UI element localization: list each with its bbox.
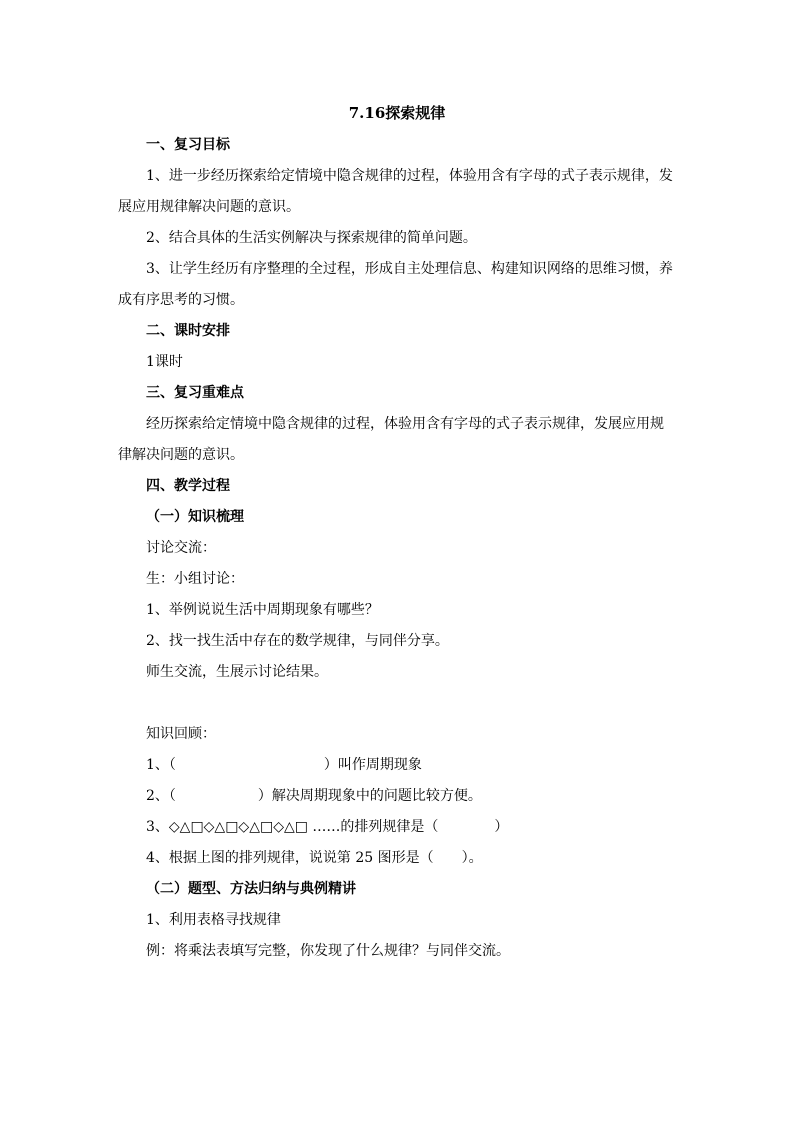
paragraph-key-points: 经历探索给定情境中隐含规律的过程，体验用含有字母的式子表示规律，发展应用规律解决问题的意识。	[118, 416, 664, 463]
fill-blank-1-start: 1、（	[146, 757, 176, 773]
line-question-1: 1、举例说说生活中周期现象有哪些？	[146, 602, 379, 618]
section-heading-schedule: 二、课时安排	[146, 323, 230, 339]
paragraph-schedule: 1课时	[146, 354, 183, 370]
fill-blank-1	[118, 750, 676, 781]
page-title: 7.16探索规律	[348, 104, 446, 122]
subsection-heading-examples: （二）题型、方法归纳与典例精讲	[146, 881, 356, 897]
fill-blank-3	[118, 812, 676, 843]
line-question-2: 2、找一找生活中存在的数学规律，与同伴分享。	[146, 633, 449, 649]
fill-blank-3-end: ）	[494, 819, 509, 835]
paragraph-goal-2: 2、结合具体的生活实例解决与探索规律的简单问题。	[146, 230, 477, 246]
line-group-discussion: 生：小组讨论：	[146, 571, 244, 587]
paragraph-goal-3: 3、让学生经历有序整理的全过程，形成自主处理信息、构建知识网络的思维习惯，养成有序思考的习惯。	[118, 261, 673, 308]
line-review-label: 知识回顾：	[146, 726, 216, 742]
section-heading-review-goals: 一、复习目标	[146, 137, 230, 153]
section-heading-teaching-process: 四、教学过程	[146, 478, 230, 494]
line-example: 例：将乘法表填写完整，你发现了什么规律？与同伴交流。	[146, 943, 510, 959]
fill-blank-1-end: ）叫作周期现象	[323, 757, 422, 773]
fill-blank-3-start: 3、◇△□◇△□◇△□◇△□ ……的排列规律是（	[146, 819, 439, 835]
subsection-heading-knowledge: （一）知识梳理	[146, 509, 244, 525]
fill-blank-2	[118, 781, 676, 812]
line-table-pattern: 1、利用表格寻找规律	[146, 912, 281, 928]
fill-blank-4: 4、根据上图的排列规律，说说第 25 图形是（ ）。	[146, 850, 483, 866]
fill-blank-2-end: ）解决周期现象中的问题比较方便。	[257, 788, 482, 804]
document-page	[118, 96, 676, 967]
spacer	[118, 688, 676, 719]
line-exchange: 师生交流，生展示讨论结果。	[146, 664, 328, 680]
line-discussion: 讨论交流：	[146, 540, 216, 556]
paragraph-goal-1: 1、进一步经历探索给定情境中隐含规律的过程，体验用含有字母的式子表示规律，发展应用规律解决问题的意识。	[118, 168, 673, 215]
fill-blank-2-start: 2、（	[146, 788, 176, 804]
section-heading-key-points: 三、复习重难点	[146, 385, 244, 401]
